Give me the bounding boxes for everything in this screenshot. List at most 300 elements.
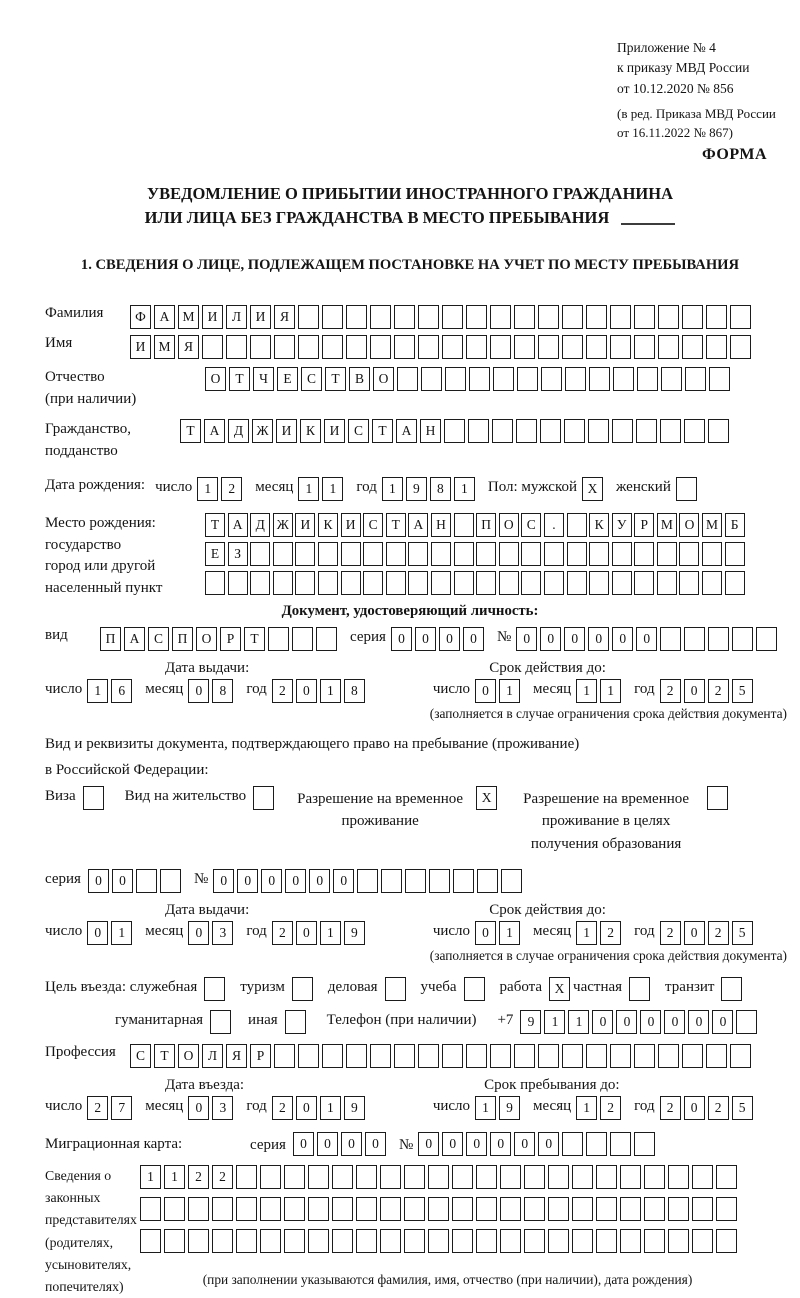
form-cell[interactable] <box>524 1165 545 1189</box>
form-cell[interactable]: 0 <box>712 1010 733 1034</box>
form-cell[interactable]: 0 <box>415 627 436 651</box>
form-cell[interactable] <box>318 571 338 595</box>
form-cell[interactable]: 2 <box>188 1165 209 1189</box>
form-cell[interactable]: И <box>250 305 271 329</box>
form-cell[interactable]: 0 <box>564 627 585 651</box>
form-cell[interactable] <box>405 869 426 893</box>
form-cell[interactable] <box>589 367 610 391</box>
form-cell[interactable] <box>634 1044 655 1068</box>
form-cell[interactable] <box>404 1165 425 1189</box>
form-cell[interactable] <box>250 542 270 566</box>
form-cell[interactable]: 1 <box>320 679 341 703</box>
form-cell[interactable] <box>476 571 496 595</box>
form-cell[interactable] <box>644 1165 665 1189</box>
form-cell[interactable] <box>188 1229 209 1253</box>
form-cell[interactable]: 0 <box>261 869 282 893</box>
form-cell[interactable]: 2 <box>272 679 293 703</box>
form-cell[interactable]: 1 <box>544 1010 565 1034</box>
form-cell[interactable] <box>284 1197 305 1221</box>
form-cell[interactable] <box>418 1044 439 1068</box>
form-cell[interactable] <box>661 367 682 391</box>
form-cell[interactable]: 0 <box>640 1010 661 1034</box>
form-cell[interactable] <box>572 1229 593 1253</box>
form-cell[interactable]: 0 <box>538 1132 559 1156</box>
form-cell[interactable]: Ж <box>273 513 293 537</box>
form-cell[interactable]: 0 <box>237 869 258 893</box>
form-cell[interactable] <box>562 1132 583 1156</box>
form-cell[interactable] <box>589 542 609 566</box>
form-cell[interactable]: 0 <box>516 627 537 651</box>
form-cell[interactable]: Р <box>250 1044 271 1068</box>
form-cell[interactable] <box>567 542 587 566</box>
form-cell[interactable]: Т <box>205 513 225 537</box>
form-cell[interactable]: . <box>544 513 564 537</box>
form-cell[interactable] <box>658 305 679 329</box>
form-cell[interactable] <box>514 305 535 329</box>
form-cell[interactable]: 2 <box>660 1096 681 1120</box>
form-cell[interactable] <box>442 305 463 329</box>
form-cell[interactable]: О <box>499 513 519 537</box>
form-cell[interactable] <box>612 419 633 443</box>
form-cell[interactable]: П <box>172 627 193 651</box>
form-cell[interactable] <box>660 419 681 443</box>
form-cell[interactable] <box>212 1197 233 1221</box>
form-cell[interactable]: 7 <box>111 1096 132 1120</box>
form-cell[interactable]: Л <box>226 305 247 329</box>
form-cell[interactable] <box>386 571 406 595</box>
form-cell[interactable]: М <box>657 513 677 537</box>
form-cell[interactable] <box>469 367 490 391</box>
form-cell[interactable]: 1 <box>197 477 218 501</box>
form-cell[interactable] <box>756 627 777 651</box>
form-cell[interactable] <box>250 571 270 595</box>
form-cell[interactable]: 6 <box>111 679 132 703</box>
form-cell[interactable] <box>332 1165 353 1189</box>
form-cell[interactable] <box>228 571 248 595</box>
form-cell[interactable] <box>736 1010 757 1034</box>
form-cell[interactable]: 0 <box>418 1132 439 1156</box>
form-cell[interactable] <box>620 1165 641 1189</box>
form-cell[interactable] <box>517 367 538 391</box>
form-cell[interactable] <box>428 1165 449 1189</box>
form-cell[interactable] <box>490 1044 511 1068</box>
form-cell[interactable] <box>164 1197 185 1221</box>
form-cell[interactable]: М <box>178 305 199 329</box>
form-cell[interactable]: 1 <box>475 1096 496 1120</box>
form-cell[interactable] <box>442 1044 463 1068</box>
form-cell[interactable] <box>274 1044 295 1068</box>
form-cell[interactable] <box>657 571 677 595</box>
form-cell[interactable] <box>708 419 729 443</box>
form-cell[interactable]: 0 <box>365 1132 386 1156</box>
form-cell[interactable] <box>363 542 383 566</box>
form-cell[interactable] <box>586 335 607 359</box>
form-cell[interactable] <box>202 335 223 359</box>
form-cell[interactable] <box>370 335 391 359</box>
form-cell[interactable]: Я <box>274 305 295 329</box>
form-cell[interactable] <box>381 869 402 893</box>
form-cell[interactable] <box>524 1197 545 1221</box>
form-cell[interactable] <box>316 627 337 651</box>
form-cell[interactable] <box>716 1165 737 1189</box>
form-cell[interactable]: 5 <box>732 679 753 703</box>
form-cell[interactable]: 0 <box>664 1010 685 1034</box>
form-cell[interactable] <box>250 335 271 359</box>
form-cell[interactable]: 2 <box>87 1096 108 1120</box>
form-cell[interactable] <box>429 869 450 893</box>
form-cell[interactable] <box>346 335 367 359</box>
form-cell[interactable] <box>370 305 391 329</box>
form-cell[interactable] <box>452 1197 473 1221</box>
form-cell[interactable]: П <box>476 513 496 537</box>
form-cell[interactable]: 1 <box>568 1010 589 1034</box>
form-cell[interactable]: Р <box>634 513 654 537</box>
form-cell[interactable] <box>702 571 722 595</box>
form-cell[interactable] <box>657 542 677 566</box>
form-cell[interactable] <box>725 571 745 595</box>
form-cell[interactable]: А <box>228 513 248 537</box>
form-cell[interactable]: 2 <box>221 477 242 501</box>
form-cell[interactable] <box>318 542 338 566</box>
form-cell[interactable] <box>644 1197 665 1221</box>
form-cell[interactable]: С <box>363 513 383 537</box>
form-cell[interactable] <box>709 367 730 391</box>
form-cell[interactable] <box>679 542 699 566</box>
form-cell[interactable]: Н <box>431 513 451 537</box>
form-cell[interactable]: 0 <box>616 1010 637 1034</box>
form-cell[interactable] <box>292 627 313 651</box>
form-cell[interactable]: 0 <box>540 627 561 651</box>
form-cell[interactable] <box>445 367 466 391</box>
form-cell[interactable] <box>464 977 485 1001</box>
form-cell[interactable] <box>620 1197 641 1221</box>
form-cell[interactable]: Л <box>202 1044 223 1068</box>
form-cell[interactable] <box>160 869 181 893</box>
form-cell[interactable] <box>682 1044 703 1068</box>
form-cell[interactable]: И <box>202 305 223 329</box>
form-cell[interactable]: 0 <box>293 1132 314 1156</box>
form-cell[interactable]: Т <box>386 513 406 537</box>
form-cell[interactable]: 0 <box>592 1010 613 1034</box>
form-cell[interactable] <box>548 1197 569 1221</box>
form-cell[interactable] <box>444 419 465 443</box>
form-cell[interactable] <box>548 1165 569 1189</box>
form-cell[interactable]: 0 <box>87 921 108 945</box>
form-cell[interactable]: 0 <box>684 921 705 945</box>
form-cell[interactable]: 1 <box>499 921 520 945</box>
form-cell[interactable]: О <box>679 513 699 537</box>
form-cell[interactable]: 0 <box>296 679 317 703</box>
form-cell[interactable] <box>322 305 343 329</box>
form-cell[interactable] <box>260 1165 281 1189</box>
form-cell[interactable]: О <box>196 627 217 651</box>
form-cell[interactable] <box>236 1229 257 1253</box>
form-cell[interactable] <box>394 335 415 359</box>
form-cell[interactable]: 0 <box>112 869 133 893</box>
form-cell[interactable]: 0 <box>466 1132 487 1156</box>
form-cell[interactable] <box>500 1165 521 1189</box>
form-cell[interactable] <box>394 1044 415 1068</box>
form-cell[interactable]: 1 <box>576 921 597 945</box>
form-cell[interactable] <box>341 542 361 566</box>
form-cell[interactable]: 1 <box>298 477 319 501</box>
form-cell[interactable]: 1 <box>382 477 403 501</box>
form-cell[interactable] <box>521 571 541 595</box>
form-cell[interactable]: Б <box>725 513 745 537</box>
form-cell[interactable] <box>322 335 343 359</box>
form-cell[interactable] <box>562 1044 583 1068</box>
form-cell[interactable] <box>524 1229 545 1253</box>
form-cell[interactable]: 9 <box>344 921 365 945</box>
form-cell[interactable] <box>702 542 722 566</box>
form-cell[interactable] <box>140 1197 161 1221</box>
form-cell[interactable] <box>490 305 511 329</box>
form-cell[interactable]: Т <box>325 367 346 391</box>
form-cell[interactable]: 0 <box>684 679 705 703</box>
form-cell[interactable] <box>660 627 681 651</box>
form-cell[interactable] <box>453 869 474 893</box>
form-cell[interactable]: О <box>373 367 394 391</box>
form-cell[interactable] <box>501 869 522 893</box>
form-cell[interactable]: А <box>124 627 145 651</box>
form-cell[interactable] <box>332 1229 353 1253</box>
form-cell[interactable]: 0 <box>636 627 657 651</box>
form-cell[interactable] <box>370 1044 391 1068</box>
form-cell[interactable] <box>538 335 559 359</box>
form-cell[interactable] <box>636 419 657 443</box>
form-cell[interactable]: Я <box>178 335 199 359</box>
form-cell[interactable] <box>404 1229 425 1253</box>
form-cell[interactable] <box>442 335 463 359</box>
form-cell[interactable] <box>454 542 474 566</box>
form-cell[interactable]: 0 <box>188 921 209 945</box>
form-cell[interactable] <box>292 977 313 1001</box>
form-cell[interactable] <box>692 1229 713 1253</box>
form-cell[interactable] <box>500 1229 521 1253</box>
form-cell[interactable] <box>188 1197 209 1221</box>
form-cell[interactable] <box>268 627 289 651</box>
form-cell[interactable] <box>204 977 225 1001</box>
form-cell[interactable] <box>634 542 654 566</box>
form-cell[interactable]: 8 <box>430 477 451 501</box>
form-cell[interactable]: 8 <box>212 679 233 703</box>
form-cell[interactable] <box>634 571 654 595</box>
form-cell[interactable] <box>476 542 496 566</box>
form-cell[interactable]: А <box>154 305 175 329</box>
form-cell[interactable] <box>83 786 104 810</box>
form-cell[interactable] <box>308 1165 329 1189</box>
form-cell[interactable]: X <box>582 477 603 501</box>
form-cell[interactable] <box>613 367 634 391</box>
form-cell[interactable]: А <box>204 419 225 443</box>
form-cell[interactable] <box>284 1229 305 1253</box>
form-cell[interactable]: 3 <box>212 1096 233 1120</box>
form-cell[interactable] <box>454 571 474 595</box>
form-cell[interactable]: 0 <box>490 1132 511 1156</box>
form-cell[interactable]: О <box>205 367 226 391</box>
form-cell[interactable]: 0 <box>612 627 633 651</box>
form-cell[interactable]: П <box>100 627 121 651</box>
form-cell[interactable]: С <box>130 1044 151 1068</box>
form-cell[interactable]: 0 <box>296 1096 317 1120</box>
form-cell[interactable] <box>421 367 442 391</box>
form-cell[interactable] <box>205 571 225 595</box>
form-cell[interactable]: 0 <box>341 1132 362 1156</box>
form-cell[interactable] <box>408 542 428 566</box>
form-cell[interactable] <box>418 305 439 329</box>
form-cell[interactable]: С <box>348 419 369 443</box>
form-cell[interactable] <box>431 571 451 595</box>
form-cell[interactable] <box>514 1044 535 1068</box>
form-cell[interactable]: Т <box>372 419 393 443</box>
form-cell[interactable]: М <box>702 513 722 537</box>
form-cell[interactable] <box>544 542 564 566</box>
form-cell[interactable] <box>476 1229 497 1253</box>
form-cell[interactable]: Ф <box>130 305 151 329</box>
form-cell[interactable] <box>572 1165 593 1189</box>
form-cell[interactable] <box>538 305 559 329</box>
form-cell[interactable] <box>363 571 383 595</box>
form-cell[interactable]: Т <box>180 419 201 443</box>
form-cell[interactable]: 0 <box>442 1132 463 1156</box>
form-cell[interactable] <box>298 1044 319 1068</box>
form-cell[interactable] <box>356 1197 377 1221</box>
form-cell[interactable]: К <box>318 513 338 537</box>
form-cell[interactable] <box>346 305 367 329</box>
form-cell[interactable] <box>428 1197 449 1221</box>
form-cell[interactable] <box>477 869 498 893</box>
form-cell[interactable]: 2 <box>212 1165 233 1189</box>
form-cell[interactable]: С <box>521 513 541 537</box>
form-cell[interactable] <box>634 335 655 359</box>
form-cell[interactable] <box>679 571 699 595</box>
form-cell[interactable] <box>684 627 705 651</box>
form-cell[interactable]: 1 <box>322 477 343 501</box>
form-cell[interactable]: 1 <box>111 921 132 945</box>
form-cell[interactable]: 2 <box>708 679 729 703</box>
form-cell[interactable] <box>588 419 609 443</box>
form-cell[interactable]: М <box>154 335 175 359</box>
form-cell[interactable] <box>260 1197 281 1221</box>
form-cell[interactable] <box>308 1229 329 1253</box>
form-cell[interactable]: 0 <box>514 1132 535 1156</box>
form-cell[interactable] <box>538 1044 559 1068</box>
form-cell[interactable] <box>298 335 319 359</box>
form-cell[interactable]: 1 <box>320 921 341 945</box>
form-cell[interactable]: 1 <box>87 679 108 703</box>
form-cell[interactable]: Е <box>277 367 298 391</box>
form-cell[interactable]: Д <box>228 419 249 443</box>
form-cell[interactable] <box>567 513 587 537</box>
form-cell[interactable]: Д <box>250 513 270 537</box>
form-cell[interactable]: А <box>408 513 428 537</box>
form-cell[interactable]: 1 <box>499 679 520 703</box>
form-cell[interactable]: 0 <box>188 1096 209 1120</box>
form-cell[interactable]: Е <box>205 542 225 566</box>
form-cell[interactable] <box>210 1010 231 1034</box>
form-cell[interactable]: Т <box>229 367 250 391</box>
form-cell[interactable] <box>226 335 247 359</box>
form-cell[interactable] <box>394 305 415 329</box>
form-cell[interactable] <box>708 627 729 651</box>
form-cell[interactable] <box>682 305 703 329</box>
form-cell[interactable]: 0 <box>439 627 460 651</box>
form-cell[interactable]: 0 <box>296 921 317 945</box>
form-cell[interactable] <box>572 1197 593 1221</box>
form-cell[interactable]: Я <box>226 1044 247 1068</box>
form-cell[interactable]: 0 <box>88 869 109 893</box>
form-cell[interactable]: 1 <box>140 1165 161 1189</box>
form-cell[interactable] <box>730 335 751 359</box>
form-cell[interactable] <box>692 1197 713 1221</box>
form-cell[interactable] <box>610 335 631 359</box>
form-cell[interactable] <box>298 305 319 329</box>
form-cell[interactable]: 0 <box>463 627 484 651</box>
form-cell[interactable] <box>620 1229 641 1253</box>
form-cell[interactable] <box>322 1044 343 1068</box>
form-cell[interactable]: 9 <box>406 477 427 501</box>
form-cell[interactable] <box>706 305 727 329</box>
form-cell[interactable] <box>610 1044 631 1068</box>
form-cell[interactable] <box>685 367 706 391</box>
form-cell[interactable] <box>466 1044 487 1068</box>
form-cell[interactable] <box>274 335 295 359</box>
form-cell[interactable] <box>418 335 439 359</box>
form-cell[interactable] <box>466 305 487 329</box>
form-cell[interactable]: 0 <box>188 679 209 703</box>
form-cell[interactable] <box>493 367 514 391</box>
form-cell[interactable] <box>136 869 157 893</box>
form-cell[interactable]: К <box>589 513 609 537</box>
form-cell[interactable] <box>273 571 293 595</box>
form-cell[interactable] <box>544 571 564 595</box>
form-cell[interactable] <box>586 305 607 329</box>
form-cell[interactable]: В <box>349 367 370 391</box>
form-cell[interactable]: 2 <box>600 921 621 945</box>
form-cell[interactable] <box>332 1197 353 1221</box>
form-cell[interactable] <box>612 542 632 566</box>
form-cell[interactable]: 1 <box>320 1096 341 1120</box>
form-cell[interactable]: И <box>130 335 151 359</box>
form-cell[interactable]: 1 <box>600 679 621 703</box>
form-cell[interactable]: 2 <box>272 921 293 945</box>
form-cell[interactable] <box>356 1229 377 1253</box>
form-cell[interactable] <box>500 1197 521 1221</box>
form-cell[interactable] <box>610 305 631 329</box>
form-cell[interactable] <box>658 1044 679 1068</box>
form-cell[interactable] <box>499 542 519 566</box>
form-cell[interactable] <box>468 419 489 443</box>
form-cell[interactable] <box>380 1197 401 1221</box>
form-cell[interactable] <box>356 1165 377 1189</box>
form-cell[interactable] <box>668 1165 689 1189</box>
form-cell[interactable] <box>295 571 315 595</box>
form-cell[interactable]: Т <box>244 627 265 651</box>
form-cell[interactable] <box>431 542 451 566</box>
form-cell[interactable]: 9 <box>520 1010 541 1034</box>
form-cell[interactable]: 0 <box>475 679 496 703</box>
form-cell[interactable]: 1 <box>164 1165 185 1189</box>
form-cell[interactable] <box>629 977 650 1001</box>
form-cell[interactable]: 0 <box>213 869 234 893</box>
form-cell[interactable] <box>454 513 474 537</box>
form-cell[interactable] <box>236 1197 257 1221</box>
form-cell[interactable]: 1 <box>454 477 475 501</box>
form-cell[interactable] <box>725 542 745 566</box>
form-cell[interactable] <box>644 1229 665 1253</box>
form-cell[interactable] <box>466 335 487 359</box>
form-cell[interactable]: С <box>148 627 169 651</box>
